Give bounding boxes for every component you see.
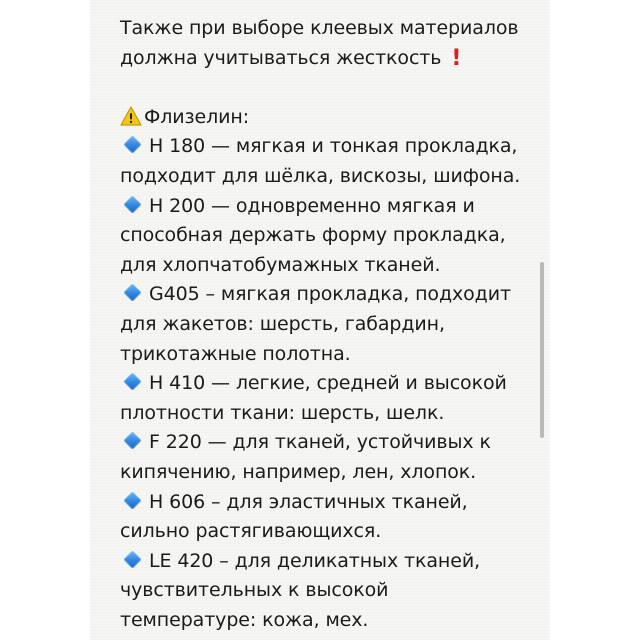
blue-diamond-icon: [123, 432, 141, 450]
item-text: LE 420 – для деликатных тканей,: [149, 549, 481, 572]
blue-diamond-icon: [123, 284, 141, 302]
item-6-line-2: сильно растягивающихся.: [120, 520, 382, 543]
item-text: H 606 – для эластичных тканей,: [149, 490, 468, 513]
item-4-line-2: плотности ткани: шерсть, шелк.: [120, 401, 445, 424]
blue-diamond-icon: [123, 195, 141, 213]
item-4-line-1: [120, 369, 540, 399]
red-exclamation-icon: !: [451, 45, 462, 71]
blue-diamond-icon: [123, 550, 141, 568]
item-6-line-1: [120, 488, 540, 518]
item-text: H 410 — легкие, средней и высокой: [149, 372, 507, 395]
item-text: H 180 — мягкая и тонкая прокладка,: [149, 135, 518, 158]
item-7-line-3: температуре: кожа, мех.: [120, 608, 369, 631]
intro-line-1: Также при выборе клеевых материалов: [120, 17, 519, 39]
intro-line-2: [120, 44, 540, 74]
item-1-line-2: подходит для шёлка, вискозы, шифона.: [120, 164, 521, 187]
item-2-line-2: способная держать форму прокладка,: [120, 224, 506, 247]
item-5-line-2: кипячению, например, лен, хлопок.: [120, 460, 477, 483]
section-title: Флизелин:: [144, 105, 250, 128]
blue-diamond-icon: [123, 372, 141, 390]
blue-diamond-icon: [123, 136, 141, 154]
item-text: H 200 — одновременно мягкая и: [149, 194, 475, 217]
section-title-line: [120, 103, 540, 133]
item-3-line-1: [120, 280, 540, 310]
note-text: [120, 14, 540, 635]
intro-line-2-text: должна учитываться жесткость: [120, 46, 442, 69]
item-3-line-3: трикотажные полотна.: [120, 342, 351, 365]
item-text: G405 – мягкая прокладка, подходит: [149, 283, 511, 306]
item-7-line-1: [120, 547, 540, 577]
item-1-line-1: [120, 132, 540, 162]
vertical-scrollbar[interactable]: [540, 262, 544, 438]
blue-diamond-icon: [123, 491, 141, 509]
item-3-line-2: для жакетов: шерсть, габардин,: [120, 312, 445, 335]
blank-line: [120, 73, 540, 103]
item-7-line-2: чувствительных к высокой: [120, 579, 389, 602]
warning-icon: [120, 106, 142, 126]
item-5-line-1: [120, 428, 540, 458]
item-2-line-3: для хлопчатобумажных тканей.: [120, 253, 441, 276]
item-text: F 220 — для тканей, устойчивых к: [149, 431, 491, 454]
note-page: [90, 0, 550, 640]
item-2-line-1: [120, 192, 540, 222]
